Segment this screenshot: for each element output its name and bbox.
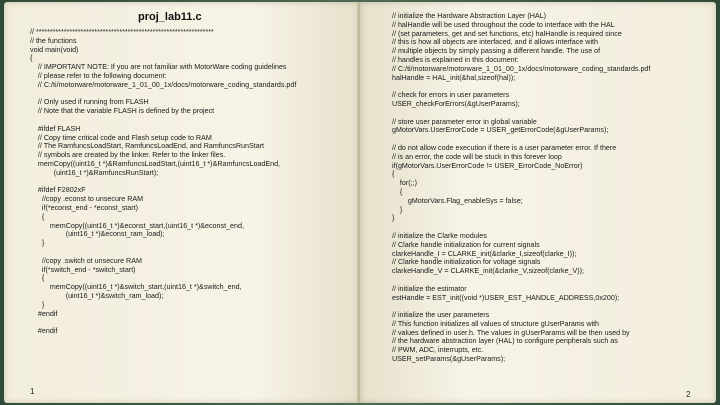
left-page <box>4 2 360 403</box>
right-page-number: 2 <box>686 390 691 399</box>
right-code-listing: // initialize the Hardware Abstraction Layer (HAL) // halHandle will be used throughout the code to interface with the HAL // (set parameters, get and set functions, etc) halHandle is required since // this is how all objects are interfaced, and it allows interface with // multiple objects by simply passing a different handle. The use of // handles is explained in this document: // C:/ti/motorware/motorware_1_01_00_1x/docs/motorware_coding_standards.pdf halHandle = HAL_init(&hal,sizeof(hal)); // check for errors in user parameters USER_checkForErrors(&gUserParams); // store user parameter error in global variable gMotorVars.UserErrorCode = USER_getErrorCode(&gUserParams); // do not allow code execution if there is a user parameter error. If there // is an error, the code will be stuck in this forever loop if(gMotorVars.UserErrorCode != USER_ErrorCode_NoError) { for(;;) { gMotorVars.Flag_enableSys = false; } } // initialize the Clarke modules // Clarke handle initialization for current signals clarkeHandle_I = CLARKE_init(&clarke_I,sizeof(clarke_I)); // Clarke handle initialization for voltage signals clarkeHandle_V = CLARKE_init(&clarke_V,sizeof(clarke_V)); // initialize the estimator estHandle = EST_init((void *)USER_EST_HANDLE_ADDRESS,0x200); // initialize the user parameters // This function initializes all values of structure gUserParams with // values defined in user.h. The values in gUserParams will be then used by // the hardware abstraction layer (HAL) to configure peripherals such as // PWM, ADC, interrupts, etc. USER_setParams(&gUserParams); <box>392 12 651 364</box>
right-page <box>360 2 716 403</box>
left-code-listing: // **************************************************************** // the functions void main(void) { // IMPORTANT NOTE: If you are not familiar with MotorWare coding guidelines // please refer to the following document: // C:/ti/motorware/motorware_1_01_00_1x/docs/motorware_coding_standards.pdf // Only used if running from FLASH // Note that the variable FLASH is defined by the project #ifdef FLASH // Copy time critical code and Flash setup code to RAM // The RamfuncsLoadStart, RamfuncsLoadEnd, and RamfuncsRunStart // symbols are created by the linker. Refer to the linker files. memCopy((uint16_t *)&RamfuncsLoadStart,(uint16_t *)&RamfuncsLoadEnd, (uint16_t *)&RamfuncsRunStart); #ifdef F2802xF //copy .econst to unsecure RAM if(*econst_end - *econst_start) { memCopy((uint16_t *)&econst_start,(uint16_t *)&econst_end, (uint16_t *)&econst_ram_load); } //copy .switch ot unsecure RAM if(*switch_end - *switch_start) { memCopy((uint16_t *)&switch_start,(uint16_t *)&switch_end, (uint16_t *)&switch_ram_load); } #endif #endif <box>30 28 297 336</box>
left-page-number: 1 <box>30 387 35 396</box>
file-title: proj_lab11.c <box>138 11 202 23</box>
